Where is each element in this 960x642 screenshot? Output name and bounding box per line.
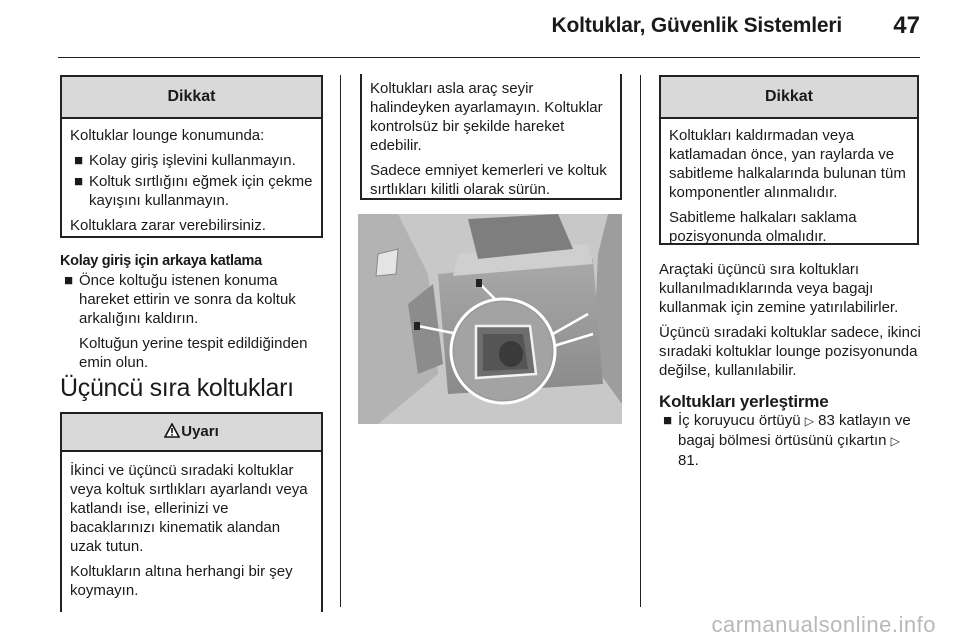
continued-paragraph-1: Koltukları asla araç seyir halindeyken ayarlamayın. Koltuklar kontrolsüz bir şekilde hareket edebilir. — [370, 80, 603, 154]
page-reference-icon: ▷ — [890, 434, 900, 448]
column-divider-2 — [640, 75, 641, 607]
page-reference-1[interactable]: 83 — [818, 412, 835, 429]
warning-box — [60, 412, 323, 612]
notice-box-1-title: Dikkat — [62, 77, 321, 119]
easy-entry-section — [60, 252, 328, 378]
notice-bullet-2: Koltuk sırtlığını eğmek için çekme kayışını kullanmayın. — [89, 173, 313, 209]
easy-entry-bullet: Önce koltuğu istenen konuma hareket ettirin ve sonra da koltuk arkalığını kaldırın. — [79, 272, 296, 327]
placement-bullet-text-1: İç koruyucu örtüyü — [678, 412, 801, 429]
cargo-area-illustration — [358, 214, 622, 424]
continued-paragraph-2: Sadece emniyet kemerleri ve koltuk sırtlıkları kilitli olarak sürün. — [370, 162, 607, 198]
cargo-area-anchor-figure — [358, 214, 622, 424]
bullet-square-icon: ■ — [64, 272, 74, 289]
notice-bullet-1: Kolay giriş işlevini kullanmayın. — [89, 152, 296, 169]
warning-paragraph-2: Koltukların altına herhangi bir şey koymayın. — [70, 563, 293, 599]
notice-box-1 — [60, 75, 323, 238]
placement-bullet — [678, 411, 921, 470]
section-heading: Üçüncü sıra koltukları — [60, 374, 294, 402]
notice-outro: Koltuklara zarar verebilirsiniz. — [70, 217, 266, 234]
bullet-square-icon: ■ — [74, 173, 84, 190]
warning-triangle-icon — [164, 416, 180, 452]
subheading: Koltukları yerleştirme — [659, 392, 829, 411]
placement-bullet-text-2: katlayın ve bagaj bölmesi örtüsünü çıkartın — [678, 412, 911, 449]
page-reference-icon: ▷ — [804, 414, 814, 428]
notice-intro: Koltuklar lounge konumunda: — [70, 127, 265, 144]
page-number: 47 — [893, 12, 920, 39]
page-header-title: Koltuklar, Güvenlik Sistemleri — [551, 14, 842, 37]
page-reference-2[interactable]: 81. — [678, 452, 699, 469]
warning-title: Uyarı — [181, 423, 219, 440]
column-3-body — [659, 260, 921, 470]
notice-box-2-title: Dikkat — [661, 77, 917, 119]
bullet-square-icon: ■ — [663, 412, 673, 429]
warning-box-continued — [360, 74, 622, 200]
watermark: carmanualsonline.info — [711, 612, 936, 637]
easy-entry-heading: Kolay giriş için arkaya katlama — [60, 253, 262, 269]
body-paragraph-1: Araçtaki üçüncü sıra koltukları kullanılmadıklarında veya bagajı kullanmak için zemine yatırılabilirler. — [659, 261, 899, 316]
notice-2-paragraph-1: Koltukları kaldırmadan veya katlamadan önce, yan raylarda ve sabitleme halkalarında bulunan tüm komponentler alınmalıdır. — [669, 127, 906, 201]
notice-2-paragraph-2: Sabitleme halkaları saklama pozisyonunda olmalıdır. — [669, 209, 857, 245]
bullet-square-icon: ■ — [74, 152, 84, 169]
body-paragraph-2: Üçüncü sıradaki koltuklar sadece, ikinci sıradaki koltuklar lounge pozisyonunda değilse, kullanılabilir. — [659, 324, 921, 379]
notice-box-2 — [659, 75, 919, 245]
easy-entry-followup: Koltuğun yerine tespit edildiğinden emin olun. — [79, 335, 308, 371]
column-divider-1 — [340, 75, 341, 607]
header-rule — [58, 57, 920, 58]
warning-paragraph-1: İkinci ve üçüncü sıradaki koltuklar veya koltuk sırtlıkları ayarlandı veya katlandı ise, ellerinizi ve bacaklarınızı kinematik alandan uzak tutun. — [70, 462, 308, 555]
